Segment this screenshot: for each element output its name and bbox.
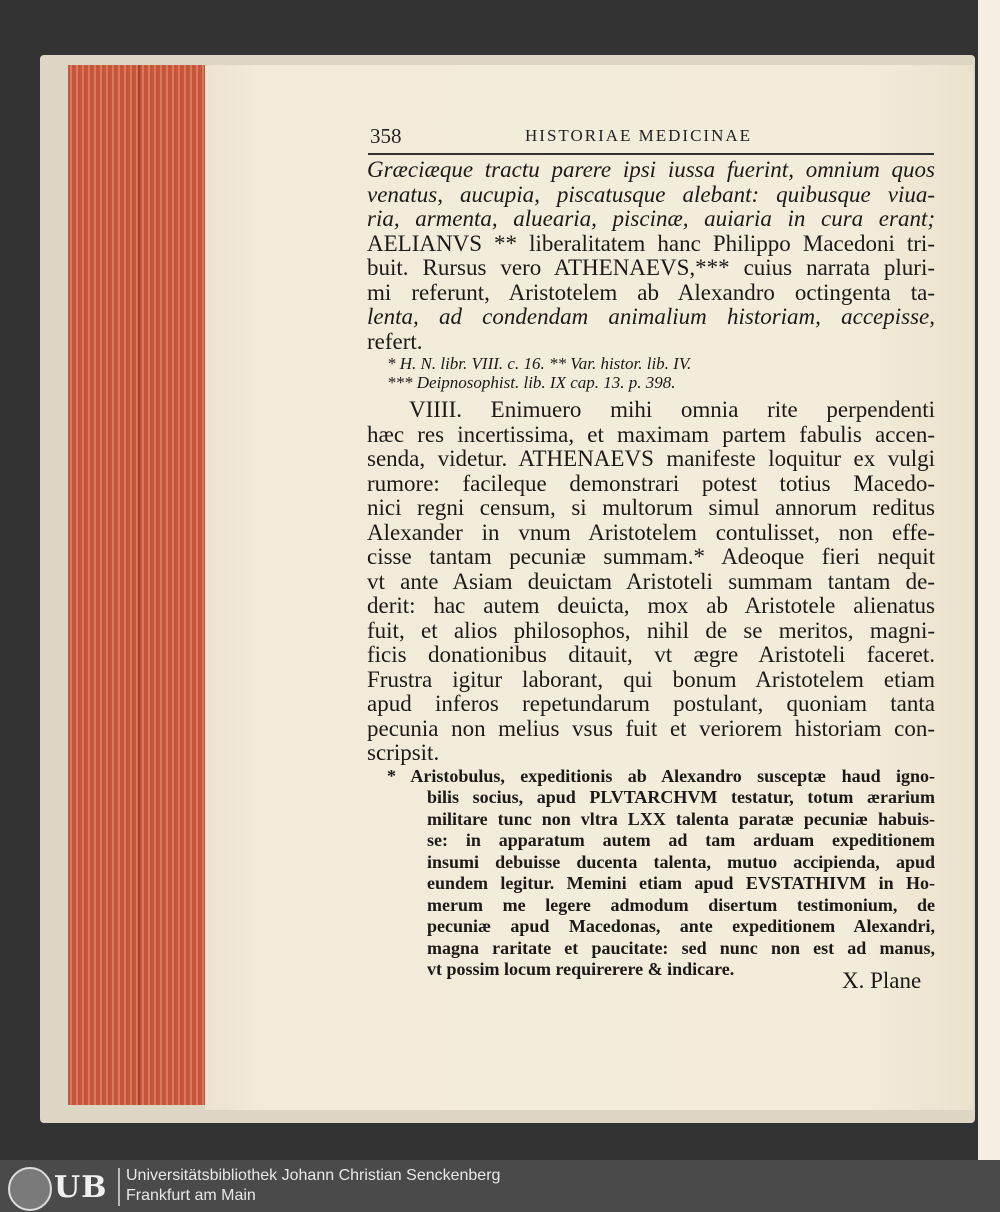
note-line: magna raritate et paucitate: sed nunc non est ad manus, — [427, 937, 935, 958]
footnotes-1 — [367, 354, 935, 392]
note-line: eundem legitur. Memini etiam apud EVSTATHIVM in Ho- — [427, 873, 935, 893]
text-line: senda, videtur. ATHENAEVS manifeste loquitur ex vulgi — [367, 446, 935, 471]
library-footer — [0, 1160, 1000, 1212]
note-line: militare tunc non vltra LXX talenta paratæ pecuniæ habuis- — [427, 808, 935, 829]
ub-logo: UB — [54, 1170, 108, 1205]
paragraph-1 — [367, 158, 935, 354]
text-line: fuit, et alios philosophos, nihil de se meritos, magni- — [367, 617, 935, 643]
note-line: bilis socius, apud PLVTARCHVM testatur, totum ærarium — [427, 787, 935, 807]
text-line: lenta, ad condendam animalium historiam, accepisse, — [367, 304, 935, 329]
note-line: * Aristobulus, expeditionis ab Alexandro susceptæ haud igno- — [387, 765, 935, 786]
text-line: mi referunt, Aristotelem ab Alexandro octingenta ta- — [367, 279, 935, 305]
text-line: pecunia non melius vsus fuit et veriorem historiam con- — [367, 715, 935, 741]
text-line: venatus, aucupia, piscatusque alebant: quibusque viua- — [367, 181, 935, 207]
text-line: buit. Rursus vero ATHENAEVS,*** cuius narrata pluri- — [367, 255, 935, 280]
text-line: Alexander in vnum Aristotelem contulisset, non effe- — [367, 519, 935, 545]
text-line: hæc res incertissima, et maximam partem fabulis accen- — [367, 421, 935, 447]
logo-divider — [118, 1168, 120, 1206]
library-city: Frankfurt am Main — [126, 1187, 256, 1204]
page-header — [370, 124, 935, 154]
footnote-line: *** Deipnosophist. lib. IX cap. 13. p. 398. — [387, 373, 676, 392]
note-line: insumi debuisse ducenta talenta, mutuo accipienda, apud — [427, 851, 935, 872]
portrait-seal-icon — [8, 1167, 52, 1211]
footnote-block — [367, 766, 935, 981]
text-line: cisse tantam pecuniæ summam.* Adeoque fieri nequit — [367, 544, 935, 569]
text-line: Frustra igitur laborant, qui bonum Aristotelem etiam — [367, 666, 935, 692]
text-line: nici regni censum, si multorum simul annorum reditus — [367, 495, 935, 520]
library-name: Universitätsbibliothek Johann Christian Senckenberg — [126, 1167, 501, 1184]
text-line: ficis donationibus ditauit, vt ægre Aristoteli faceret. — [367, 642, 935, 667]
paragraph-2 — [367, 398, 935, 766]
note-line: se: in apparatum autem ad tam arduam expeditionem — [427, 830, 935, 850]
header-rule — [368, 153, 934, 155]
text-line: VIIII. Enimuero mihi omnia rite perpendenti — [409, 397, 935, 422]
text-line: apud inferos repetundarum postulant, quoniam tanta — [367, 691, 935, 716]
page-edges — [68, 65, 208, 1105]
text-line: refert. — [367, 328, 423, 354]
facing-page-edge — [978, 0, 1000, 1160]
running-title: HISTORIAE MEDICINAE — [525, 126, 753, 145]
text-line: Græciæque tractu parere ipsi iussa fuerint, omnium quos — [367, 157, 935, 182]
text-line: ria, armenta, aluearia, piscinæ, auiaria in cura erant; — [367, 206, 935, 231]
note-line: pecuniæ apud Macedonas, ante expeditionem Alexandri, — [427, 916, 935, 936]
text-line: vt ante Asiam deuictam Aristoteli summam tantam de- — [367, 568, 935, 594]
note-line: merum me legere admodum disertum testimonium, de — [427, 894, 935, 915]
text-line: scripsit. — [367, 740, 440, 765]
page-number: 358 — [370, 124, 402, 148]
main-text — [367, 158, 935, 981]
note-line: vt possim locum requirerere & indicare. — [427, 959, 735, 979]
text-line: rumore: facileque demonstrari potest totius Macedo- — [367, 470, 935, 496]
text-line: AELIANVS ** liberalitatem hanc Philippo Macedoni tri- — [367, 230, 935, 256]
footnote-line: * H. N. libr. VIII. c. 16. ** Var. histor. lib. IV. — [387, 354, 692, 373]
text-line: derit: hac autem deuicta, mox ab Aristotele alienatus — [367, 593, 935, 618]
catchword: X. Plane — [842, 968, 922, 993]
